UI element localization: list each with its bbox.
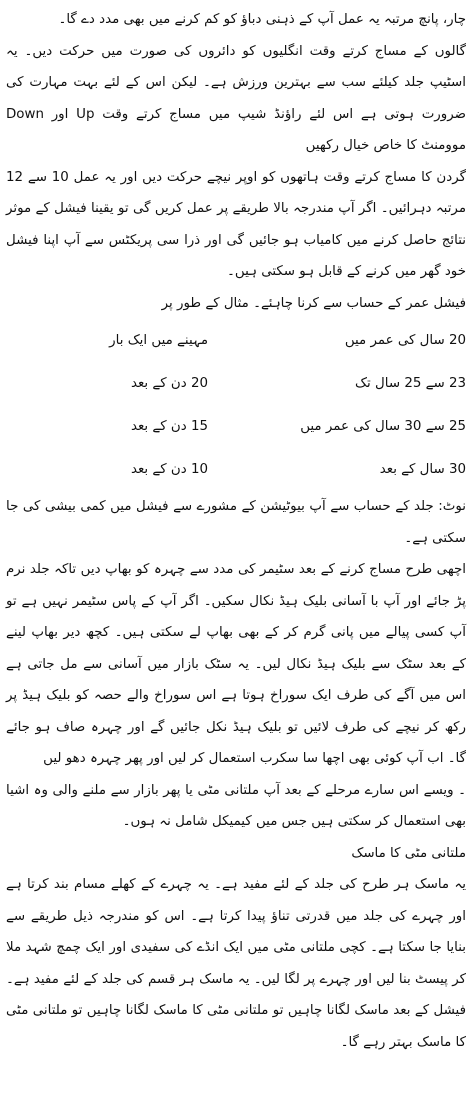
schedule-row	[6, 319, 466, 362]
steam-paragraph: اچھی طرح مساج کرنے کے بعد سٹیمر کی مدد سے چہرہ کو بھاپ دیں تاکہ جلد نرم پڑ جائے اور آپ با آسانی بلیک ہیڈ نکال سکیں۔ اگر آپ کے پاس سٹیمر نہیں ہے تو آپ کسی پیالے میں پانی گرم کر کے بھی بھاپ لے سکتی ہیں۔ کچھ دیر بھاپ لینے کے بعد سٹک سے بلیک ہیڈ نکال لیں۔ یہ سٹک بازار میں آسانی سے مل جاتی ہے اس میں آگے کی طرف ایک سوراخ ہوتا ہے اس سوراخ والے حصہ کو بلیک ہیڈ پر رکھ کر نیچے کی طرف لائیں تو بلیک ہیڈ نکل جائیں گے اور چہرہ صاف ہو جائے گا۔ اب آپ کوئی بھی اچھا سا سکرب استعمال کر لیں اور پھر چہرہ دھو لیں	[6, 562, 466, 766]
steam-followup-paragraph: ۔ ویسے اس سارے مرحلے کے بعد آپ ملتانی مٹی یا پھر بازار سے ملنے والی وہ اشیا بھی استعمال کر سکتی ہیں جس میں کیمیکل شامل نہ ہوں۔	[6, 782, 466, 829]
schedule-row	[6, 362, 466, 405]
schedule-frequency: مہینے میں ایک بار	[109, 333, 208, 348]
schedule-list	[6, 319, 466, 491]
schedule-heading: فیشل عمر کے حساب سے کرنا چاہئے۔ مثال کے طور پر	[161, 295, 466, 311]
schedule-age: 30 سال کے بعد	[379, 462, 466, 477]
mask-heading: ملتانی مٹی کا ماسک	[351, 845, 466, 861]
schedule-age: 20 سال کی عمر میں	[344, 333, 466, 348]
schedule-row	[6, 405, 466, 448]
note-paragraph: نوٹ: جلد کے حساب سے آپ بیوٹیشن کے مشورے سے فیشل میں کمی بیشی کی جا سکتی ہے۔	[6, 499, 466, 546]
intro-paragraph-1: چار، پانچ مرتبہ یہ عمل آپ کے ذہنی دباؤ کو کم کرنے میں بھی مدد دے گا۔	[58, 12, 466, 27]
schedule-frequency: 10 دن کے بعد	[130, 462, 208, 477]
schedule-frequency: 20 دن کے بعد	[130, 376, 208, 391]
mask-paragraph: یہ ماسک ہر طرح کی جلد کے لئے مفید ہے۔ یہ چہرے کے کھلے مسام بند کرتا ہے اور چہرے کی جلد میں قدرتی تناؤ پیدا کرتا ہے۔ اس کو مندرجہ ذیل طریقے سے بنایا جا سکتا ہے۔ کچی ملتانی مٹی میں ایک انڈے کی سفیدی اور ایک چمچ شہد ملا کر پیسٹ بنا لیں اور چہرے پر لگا لیں۔ یہ ماسک ہر قسم کی جلد کے لئے مفید ہے۔ فیشل کے بعد ماسک لگانا چاہیں تو ملتانی مٹی کا ماسک لگانا چاہیں تو ملتانی مٹی کا ماسک بہتر رہے گا۔	[6, 877, 466, 1050]
schedule-frequency: 15 دن کے بعد	[130, 419, 208, 434]
schedule-row	[6, 448, 466, 491]
schedule-age: 23 سے 25 سال تک	[355, 376, 466, 391]
intro-paragraph-2: گالوں کے مساج کرتے وقت انگلیوں کو دائروں کی صورت میں حرکت دیں۔ یہ اسٹیپ جلد کیلئے سب سے بہترین ورزش ہے۔ لیکن اس کے لئے بہت مہارت کی ضرورت ہوتی ہے اس لئے راؤنڈ شیپ میں مساج کرتے وقت Up اور Down موومنٹ کا خاص خیال رکھیں	[6, 43, 467, 153]
schedule-age: 25 سے 30 سال کی عمر میں	[300, 419, 466, 434]
intro-paragraph-3: گردن کا مساج کرتے وقت ہاتھوں کو اوپر نیچے حرکت دیں اور یہ عمل 10 سے 12 مرتبہ دہرائیں۔ اگر آپ مندرجہ بالا طریقے پر عمل کریں گی تو یقینا فیشل کے موثر نتائج حاصل کرنے میں کامیاب ہو جائیں گی اور ذرا سی پریکٹس سے آپ اپنا فیشل خود گھر میں کرنے کے قابل ہو سکتی ہیں۔	[6, 169, 466, 279]
